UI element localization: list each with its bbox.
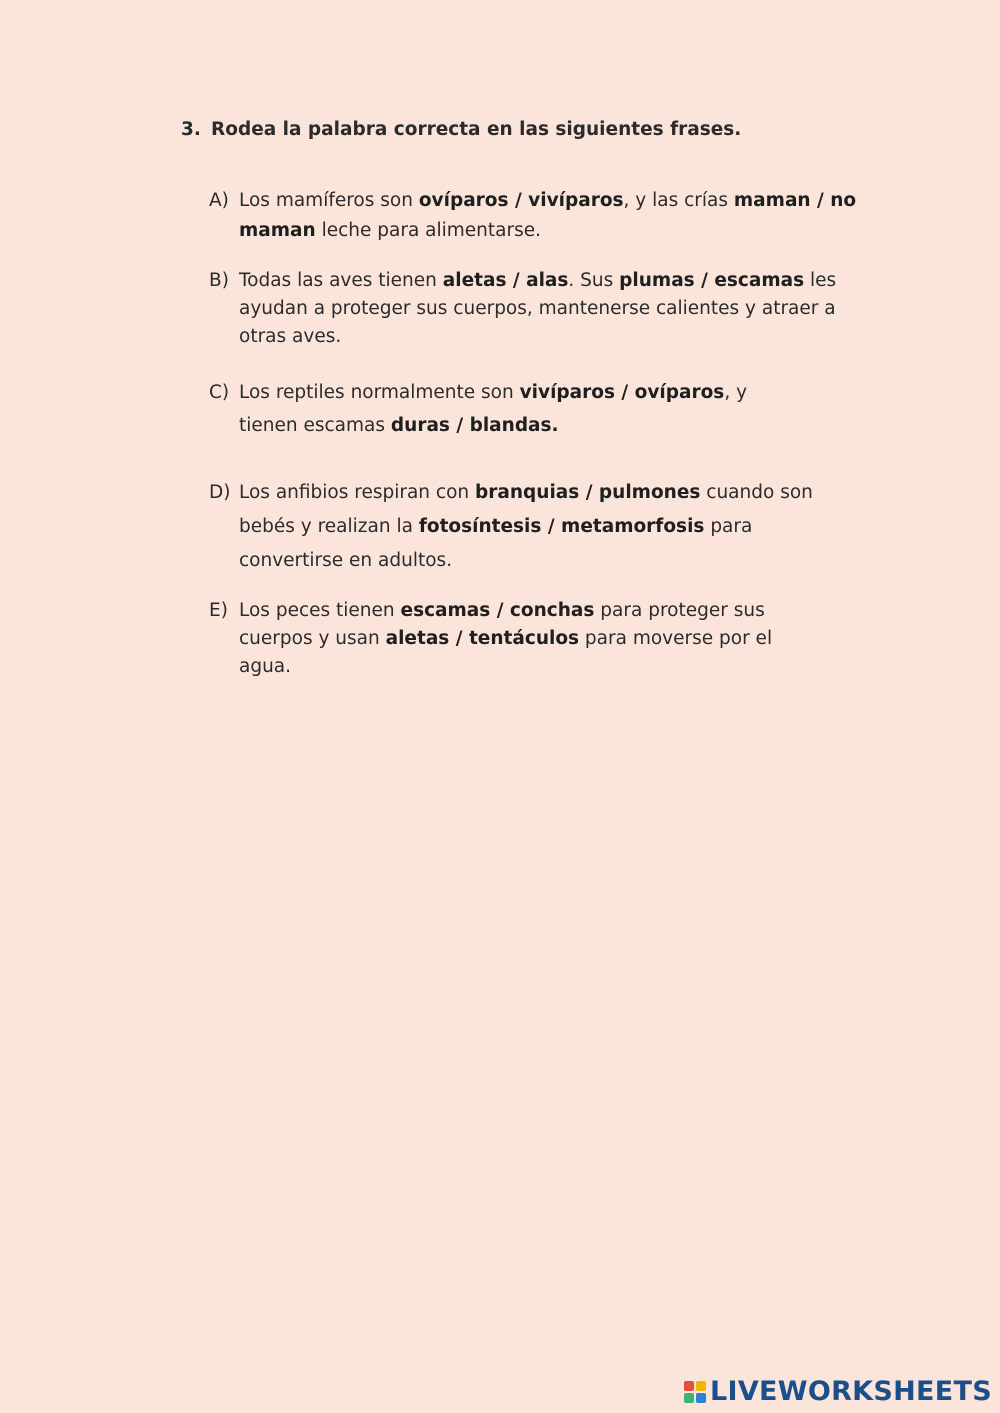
option-pair[interactable]: plumas / escamas <box>619 270 805 291</box>
text: Todas las aves tienen <box>239 270 443 291</box>
text: tienen escamas <box>239 415 391 436</box>
text: . Sus <box>568 270 620 291</box>
item-a <box>209 186 857 246</box>
text: otras aves. <box>239 326 342 347</box>
item-e <box>209 597 829 681</box>
logo-text: LIVEWORKSHEETS <box>709 1376 992 1407</box>
text: , y <box>724 382 748 403</box>
option-pair[interactable]: aletas / alas <box>442 270 569 291</box>
text: ayudan a proteger sus cuerpos, mantenerse calientes y atraer a <box>239 298 836 319</box>
text: para moverse por el <box>579 628 773 649</box>
text: Los mamíferos son <box>239 190 419 211</box>
text: agua. <box>239 656 292 677</box>
option-pair[interactable]: aletas / tentáculos <box>385 628 580 649</box>
logo-square <box>696 1393 706 1403</box>
text: para <box>704 516 753 537</box>
item-d <box>209 476 829 578</box>
item-letter: C) <box>209 382 230 403</box>
exercise-number: 3. <box>181 119 201 140</box>
text: , y las crías <box>623 190 734 211</box>
text: convertirse en adultos. <box>239 550 453 571</box>
liveworksheets-logo[interactable] <box>684 1376 992 1407</box>
text: Los anfibios respiran con <box>239 482 476 503</box>
logo-squares-icon <box>684 1381 706 1403</box>
text: cuando son <box>700 482 813 503</box>
item-letter: E) <box>209 600 228 621</box>
option-pair[interactable]: maman <box>239 220 316 241</box>
item-letter: D) <box>209 482 231 503</box>
text: les <box>804 270 837 291</box>
option-pair[interactable]: duras / blandas. <box>390 415 559 436</box>
option-pair[interactable]: escamas / conchas <box>400 600 595 621</box>
option-pair[interactable]: fotosíntesis / metamorfosis <box>418 516 705 537</box>
item-c <box>209 376 829 442</box>
logo-square <box>684 1393 694 1403</box>
option-pair[interactable]: ovíparos / vivíparos <box>418 190 624 211</box>
text: cuerpos y usan <box>239 628 386 649</box>
logo-square <box>696 1381 706 1391</box>
item-b <box>209 267 837 351</box>
exercise-heading <box>181 119 741 140</box>
text: bebés y realizan la <box>239 516 419 537</box>
text: Los peces tienen <box>239 600 401 621</box>
option-pair[interactable]: maman / no <box>733 190 857 211</box>
text: leche para alimentarse. <box>315 220 542 241</box>
option-pair[interactable]: vivíparos / ovíparos <box>519 382 725 403</box>
exercise-title: Rodea la palabra correcta en las siguientes frases. <box>211 119 742 140</box>
logo-square <box>684 1381 694 1391</box>
text: para proteger sus <box>594 600 765 621</box>
item-letter: B) <box>209 270 229 291</box>
text: Los reptiles normalmente son <box>239 382 520 403</box>
item-letter: A) <box>209 190 229 211</box>
option-pair[interactable]: branquias / pulmones <box>475 482 701 503</box>
